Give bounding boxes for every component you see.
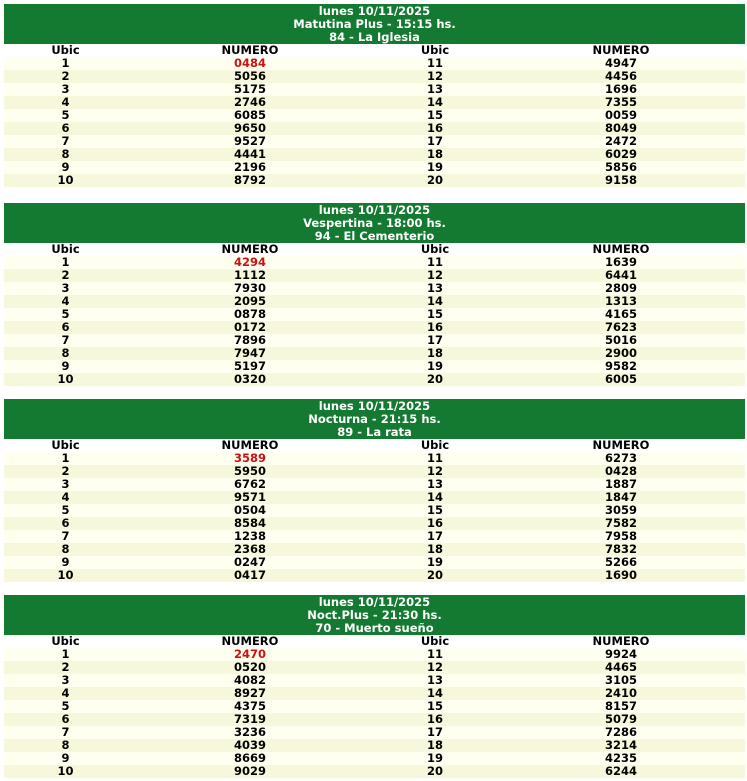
number-cell: 3236	[127, 726, 373, 739]
ubic-cell: 14	[373, 491, 497, 504]
number-cell: 6005	[497, 373, 745, 386]
number-cell: 7582	[497, 517, 745, 530]
draw-title: Noct.Plus - 21:30 hs.	[307, 608, 442, 622]
draw-block	[4, 4, 745, 187]
ubic-cell: 14	[373, 96, 497, 109]
ubic-cell: 11	[373, 648, 497, 661]
ubic-cell: 13	[373, 478, 497, 491]
draw-block	[4, 203, 745, 386]
ubic-cell: 2	[4, 661, 127, 674]
ubic-cell: 15	[373, 308, 497, 321]
number-cell: 6029	[497, 148, 745, 161]
number-cell: 2196	[127, 161, 373, 174]
number-cell: 8792	[127, 174, 373, 187]
numero-header: NUMERO	[497, 439, 745, 452]
ubic-cell: 12	[373, 269, 497, 282]
results-table	[4, 635, 745, 778]
ubic-cell: 17	[373, 135, 497, 148]
ubic-cell: 7	[4, 334, 127, 347]
ubic-cell: 10	[4, 174, 127, 187]
draw-meaning: 94 - El Cementerio	[314, 229, 435, 243]
ubic-cell: 11	[373, 452, 497, 465]
number-cell: 4375	[127, 700, 373, 713]
draw-date: lunes 10/11/2025	[318, 595, 431, 609]
ubic-cell: 16	[373, 321, 497, 334]
number-cell: 0878	[127, 308, 373, 321]
ubic-cell: 9	[4, 161, 127, 174]
number-cell: 7286	[497, 726, 745, 739]
ubic-cell: 13	[373, 674, 497, 687]
results-table	[4, 439, 745, 582]
ubic-cell: 9	[4, 556, 127, 569]
ubic-cell: 13	[373, 83, 497, 96]
draw-block	[4, 595, 745, 778]
ubic-cell: 8	[4, 543, 127, 556]
ubic-cell: 1	[4, 452, 127, 465]
ubic-cell: 5	[4, 700, 127, 713]
number-cell: 7896	[127, 334, 373, 347]
number-cell: 0417	[127, 569, 373, 582]
number-cell: 1696	[497, 83, 745, 96]
number-cell: 1847	[497, 491, 745, 504]
number-cell: 5197	[127, 360, 373, 373]
ubic-cell: 19	[373, 752, 497, 765]
ubic-cell: 12	[373, 70, 497, 83]
draw-meaning: 89 - La rata	[337, 425, 412, 439]
ubic-header: Ubic	[373, 243, 497, 256]
draw-date: lunes 10/11/2025	[318, 399, 431, 413]
ubic-cell: 15	[373, 504, 497, 517]
ubic-cell: 11	[373, 57, 497, 70]
number-cell: 0504	[127, 504, 373, 517]
ubic-cell: 6	[4, 713, 127, 726]
number-cell: 7355	[497, 96, 745, 109]
number-cell: 7958	[497, 530, 745, 543]
number-cell: 0172	[127, 321, 373, 334]
ubic-cell: 20	[373, 373, 497, 386]
ubic-cell: 6	[4, 321, 127, 334]
ubic-cell: 3	[4, 674, 127, 687]
number-cell: 2746	[127, 96, 373, 109]
numero-header: NUMERO	[127, 243, 373, 256]
number-cell: 2472	[497, 135, 745, 148]
table-row	[4, 373, 745, 386]
numero-header: NUMERO	[497, 635, 745, 648]
ubic-cell: 16	[373, 122, 497, 135]
number-cell: 4082	[127, 674, 373, 687]
number-cell: 0520	[127, 661, 373, 674]
first-prize-number: 4294	[127, 256, 373, 269]
ubic-cell: 18	[373, 739, 497, 752]
number-cell: 5175	[127, 83, 373, 96]
ubic-cell: 9	[4, 752, 127, 765]
ubic-header: Ubic	[373, 635, 497, 648]
ubic-cell: 10	[4, 373, 127, 386]
ubic-cell: 8	[4, 148, 127, 161]
results-table	[4, 243, 745, 386]
first-prize-number: 2470	[127, 648, 373, 661]
ubic-cell: 18	[373, 543, 497, 556]
ubic-cell: 17	[373, 334, 497, 347]
results-table	[4, 44, 745, 187]
draw-block	[4, 399, 745, 582]
ubic-cell: 20	[373, 174, 497, 187]
ubic-cell: 19	[373, 161, 497, 174]
ubic-cell: 8	[4, 739, 127, 752]
number-cell: 0320	[127, 373, 373, 386]
ubic-cell: 1	[4, 256, 127, 269]
ubic-cell: 14	[373, 295, 497, 308]
number-cell: 4465	[497, 661, 745, 674]
number-cell: 7947	[127, 347, 373, 360]
number-cell: 1112	[127, 269, 373, 282]
number-cell: 8157	[497, 700, 745, 713]
ubic-cell: 5	[4, 504, 127, 517]
number-cell: 0428	[497, 465, 745, 478]
ubic-cell: 4	[4, 96, 127, 109]
ubic-cell: 3	[4, 282, 127, 295]
number-cell: 1690	[497, 569, 745, 582]
draw-date: lunes 10/11/2025	[318, 4, 431, 18]
ubic-cell: 2	[4, 465, 127, 478]
ubic-cell: 7	[4, 135, 127, 148]
ubic-cell: 10	[4, 569, 127, 582]
ubic-cell: 17	[373, 726, 497, 739]
number-cell: 3105	[497, 674, 745, 687]
number-cell: 9029	[127, 765, 373, 778]
draw-date: lunes 10/11/2025	[318, 203, 431, 217]
draw-meaning: 70 - Muerto sueño	[315, 621, 434, 635]
numero-header: NUMERO	[497, 44, 745, 57]
table-row	[4, 765, 745, 778]
draw-title: Nocturna - 21:15 hs.	[308, 412, 441, 426]
number-cell: 1639	[497, 256, 745, 269]
number-cell: 3214	[497, 739, 745, 752]
number-cell: 6244	[497, 765, 745, 778]
number-cell: 7832	[497, 543, 745, 556]
number-cell: 2410	[497, 687, 745, 700]
number-cell: 2368	[127, 543, 373, 556]
draw-header	[4, 595, 745, 635]
draw-meaning: 84 - La Iglesia	[329, 30, 420, 44]
table-row	[4, 569, 745, 582]
number-cell: 4039	[127, 739, 373, 752]
ubic-cell: 5	[4, 109, 127, 122]
draw-header	[4, 203, 745, 243]
ubic-cell: 12	[373, 661, 497, 674]
number-cell: 4165	[497, 308, 745, 321]
number-cell: 4441	[127, 148, 373, 161]
ubic-cell: 9	[4, 360, 127, 373]
ubic-cell: 20	[373, 569, 497, 582]
number-cell: 5950	[127, 465, 373, 478]
table-row	[4, 174, 745, 187]
ubic-header: Ubic	[4, 44, 127, 57]
draw-header	[4, 399, 745, 439]
ubic-cell: 4	[4, 687, 127, 700]
numero-header: NUMERO	[127, 635, 373, 648]
ubic-cell: 13	[373, 282, 497, 295]
number-cell: 5856	[497, 161, 745, 174]
ubic-cell: 18	[373, 148, 497, 161]
number-cell: 5016	[497, 334, 745, 347]
ubic-cell: 7	[4, 530, 127, 543]
ubic-cell: 14	[373, 687, 497, 700]
number-cell: 2095	[127, 295, 373, 308]
ubic-cell: 4	[4, 295, 127, 308]
number-cell: 5056	[127, 70, 373, 83]
number-cell: 8927	[127, 687, 373, 700]
number-cell: 4456	[497, 70, 745, 83]
number-cell: 9582	[497, 360, 745, 373]
ubic-header: Ubic	[4, 439, 127, 452]
ubic-cell: 12	[373, 465, 497, 478]
numero-header: NUMERO	[127, 44, 373, 57]
ubic-cell: 6	[4, 122, 127, 135]
first-prize-number: 0484	[127, 57, 373, 70]
number-cell: 6441	[497, 269, 745, 282]
number-cell: 1238	[127, 530, 373, 543]
number-cell: 4235	[497, 752, 745, 765]
ubic-cell: 7	[4, 726, 127, 739]
ubic-cell: 2	[4, 70, 127, 83]
number-cell: 2900	[497, 347, 745, 360]
ubic-cell: 5	[4, 308, 127, 321]
number-cell: 8584	[127, 517, 373, 530]
draw-title: Matutina Plus - 15:15 hs.	[293, 17, 456, 31]
ubic-cell: 15	[373, 109, 497, 122]
ubic-cell: 16	[373, 713, 497, 726]
numero-header: NUMERO	[127, 439, 373, 452]
ubic-cell: 19	[373, 556, 497, 569]
ubic-cell: 3	[4, 478, 127, 491]
ubic-cell: 2	[4, 269, 127, 282]
number-cell: 9924	[497, 648, 745, 661]
ubic-cell: 11	[373, 256, 497, 269]
ubic-header: Ubic	[4, 243, 127, 256]
number-cell: 9527	[127, 135, 373, 148]
ubic-cell: 1	[4, 57, 127, 70]
ubic-cell: 4	[4, 491, 127, 504]
number-cell: 7930	[127, 282, 373, 295]
ubic-cell: 19	[373, 360, 497, 373]
number-cell: 2809	[497, 282, 745, 295]
number-cell: 1313	[497, 295, 745, 308]
number-cell: 8049	[497, 122, 745, 135]
ubic-header: Ubic	[373, 439, 497, 452]
number-cell: 9158	[497, 174, 745, 187]
number-cell: 8669	[127, 752, 373, 765]
draw-header	[4, 4, 745, 44]
number-cell: 6762	[127, 478, 373, 491]
number-cell: 7319	[127, 713, 373, 726]
number-cell: 1887	[497, 478, 745, 491]
number-cell: 9571	[127, 491, 373, 504]
ubic-header: Ubic	[373, 44, 497, 57]
ubic-cell: 17	[373, 530, 497, 543]
number-cell: 7623	[497, 321, 745, 334]
ubic-cell: 16	[373, 517, 497, 530]
number-cell: 0059	[497, 109, 745, 122]
number-cell: 3059	[497, 504, 745, 517]
ubic-cell: 8	[4, 347, 127, 360]
ubic-cell: 10	[4, 765, 127, 778]
ubic-cell: 18	[373, 347, 497, 360]
ubic-cell: 1	[4, 648, 127, 661]
draw-title: Vespertina - 18:00 hs.	[303, 216, 446, 230]
ubic-cell: 20	[373, 765, 497, 778]
number-cell: 4947	[497, 57, 745, 70]
number-cell: 5079	[497, 713, 745, 726]
ubic-header: Ubic	[4, 635, 127, 648]
ubic-cell: 3	[4, 83, 127, 96]
numero-header: NUMERO	[497, 243, 745, 256]
number-cell: 6085	[127, 109, 373, 122]
number-cell: 6273	[497, 452, 745, 465]
number-cell: 5266	[497, 556, 745, 569]
number-cell: 0247	[127, 556, 373, 569]
ubic-cell: 15	[373, 700, 497, 713]
ubic-cell: 6	[4, 517, 127, 530]
first-prize-number: 3589	[127, 452, 373, 465]
number-cell: 9650	[127, 122, 373, 135]
